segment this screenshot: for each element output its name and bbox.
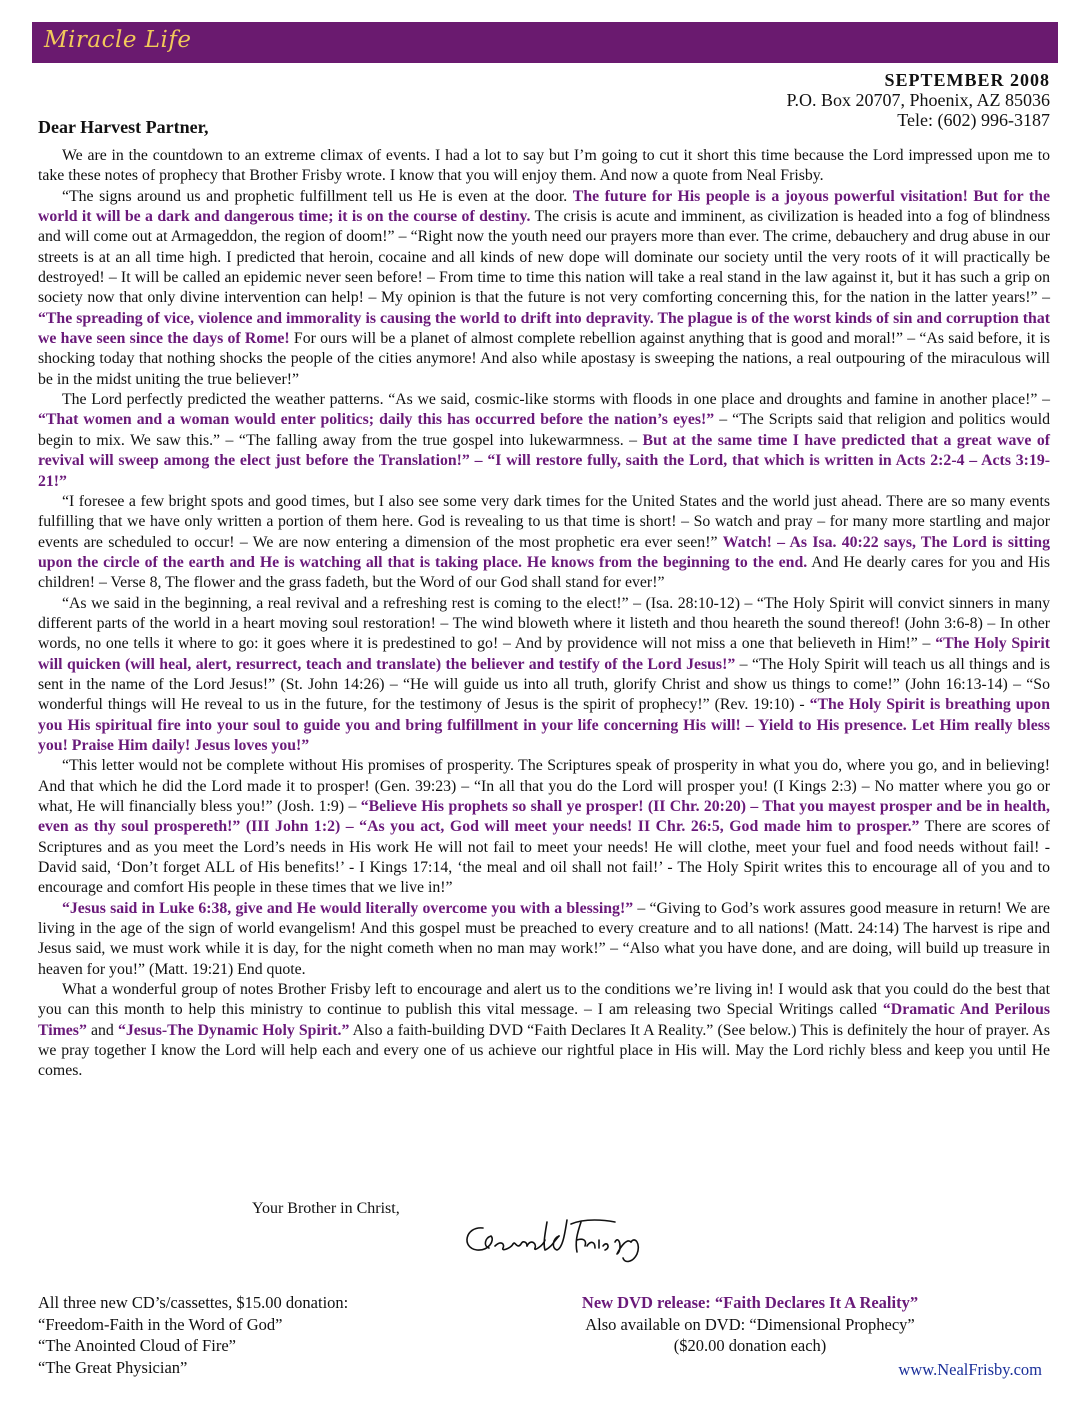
body-text-run: – “The Holy Spirit will teach us all things and is sent in the name of the Lord Jesus!” (St. John 14:26) – “He will guide us into all truth, glorify Christ and show us things to come!” (John 16:13-14) – “So wonderful things will He reveal to us in the future, for the testimony of Jesus is the spirit of prophecy!” (Rev. 19:10) - — [38, 655, 1051, 714]
closing-line: Your Brother in Christ, — [252, 1200, 400, 1217]
cd-title-2: “The Anointed Cloud of Fire” — [38, 1336, 236, 1355]
dvd-offer — [540, 1292, 960, 1357]
cd-offer-heading: All three new CD’s/cassettes, $15.00 donation: — [38, 1293, 349, 1312]
newsletter-banner — [32, 22, 1058, 63]
cd-title-3: “The Great Physician” — [38, 1357, 188, 1377]
body-paragraph — [38, 594, 1050, 757]
dvd-price: ($20.00 donation each) — [673, 1336, 827, 1355]
highlighted-text: “Believe His prophets so shall ye prosper! (II Chr. 20:20) – That you mayest prosper and be in health, even as thy soul prospereth!” (III John 1:2) – “As you act, God will meet your needs! II Chr. 26:5, God made him to prosper.” — [38, 798, 1050, 836]
website-link[interactable]: www.NealFrisby.com — [898, 1360, 1042, 1379]
body-text-run: We are in the countdown to an extreme climax of events. I had a lot to say but I’m going to cut it short this time because the Lord impressed upon me to take these notes of prophecy that Brother Frisby wrote. I know that you will enjoy them. And now a quote from Neal Frisby. — [38, 147, 1050, 185]
dvd-also-available: Also available on DVD: “Dimensional Prophecy” — [585, 1314, 915, 1334]
highlighted-text: Watch! – As Isa. 40:22 says, The Lord is sitting upon the circle of the earth and He is watching all that is taking place. He knows from the beginning to the end. — [38, 533, 1050, 571]
signature-graphic — [455, 1210, 675, 1270]
body-paragraph — [38, 146, 1050, 187]
letter-body — [38, 146, 1050, 1082]
highlighted-text: “The Holy Spirit will quicken (will heal, alert, resurrect, teach and translate) the believer and testify of the Lord Jesus!” — [38, 635, 1050, 673]
body-paragraph — [38, 187, 1050, 390]
mailing-address: P.O. Box 20707, Phoenix, AZ 85036 — [786, 90, 1050, 110]
cd-offer — [38, 1292, 348, 1378]
body-text-run: And He dearly cares for you and His children! – Verse 8, The flower and the grass fadeth, but the Word of our God shall stand for ever!” — [38, 553, 1050, 592]
body-text-run: “I foresee a few bright spots and good times, but I also see some very dark times for the United States and the world just ahead. There are so many events fulfilling that we have only written a portion of them here. God is revealing to us that time is short! – So watch and pray – for many more startling and major events are scheduled to occur! – We are now entering a dimension of the most prophetic era ever seen!” — [38, 492, 1050, 551]
letter-header-info — [786, 70, 1050, 130]
body-text-run: Also a faith-building DVD “Faith Declares It A Reality.” (See below.) This is definitely the hour of prayer. As we pray together I know the Lord will help each and every one of us achieve our rightful place in His will. May the Lord richly bless and keep you until He comes. — [38, 1021, 1050, 1080]
highlighted-text: “Dramatic And Perilous Times” — [38, 1001, 1050, 1039]
body-text-run: “As we said in the beginning, a real revival and a refreshing rest is coming to the elect!” – (Isa. 28:10-12) – “The Holy Spirit will convict sinners in many different parts of the world in a heart moving soul restoration! – The wind bloweth where it listeth and thou heareth the sound thereof! (John 3:6-8) – In other words, no one tells it where to go: it goes where it is predestined to go! – And by providence will not miss a one that believeth in Him!” – — [38, 594, 1050, 653]
body-text-run: “This letter would not be complete without His promises of prosperity. The Scriptures speak of prosperity in what you do, where you go, and in believing! And that which he did the Lord made it to prosper! (Gen. 39:23) – “In all that you do the Lord will prosper you! (I Kings 2:3) – No matter where you go or what, He will financially bless you!” (Josh. 1:9) – — [38, 757, 1050, 815]
dvd-release-title: New DVD release: “Faith Declares It A Reality” — [581, 1293, 919, 1312]
body-text-run: – “Giving to God’s work assures good measure in return! We are living in the age of the sign of world evangelism! And this gospel must be preached to every creature and to all nations! (Matt. 24:14) The harvest is ripe and Jesus said, we must work while it is day, for the night cometh when no man may work!” – “Also what you have done, and are doing, will build up treasure in heaven for you!” (Matt. 19:21) End quote. — [38, 899, 1050, 978]
highlighted-text: “Jesus said in Luke 6:38, give and He would literally overcome you with a blessing!” — [62, 899, 634, 917]
issue-date: SEPTEMBER 2008 — [884, 70, 1050, 90]
body-paragraph — [38, 492, 1050, 594]
highlighted-text: “The spreading of vice, violence and immorality is causing the world to drift into depravity. The plague is of the worst kinds of sin and corruption that we have seen since the days of Rome! — [38, 309, 1050, 348]
phone-number: Tele: (602) 996-3187 — [897, 110, 1050, 130]
body-text-run: What a wonderful group of notes Brother Frisby left to encourage and alert us to the conditions we’re living in! I would ask that you could do the best that you can this month to help this ministry to continue to publish this vital message. – I am releasing two Special Writings called — [38, 981, 1050, 1019]
newsletter-title: Miracle Life — [44, 27, 192, 53]
body-text-run: The crisis is acute and imminent, as civilization is headed into a fog of blindness and will come out at Armageddon, the region of doom!” – “Right now the youth need our prayers more than ever. The crime, debauchery and drug abuse in our streets is at an all time high. I predicted that heroin, cocaine and all kinds of new dope will dominate our society until the very roots of it will practically be destroyed! – It will be called an epidemic never seen before! – From time to time this nation will take a real stand in the law against it, but it has such a grip on society now that only divine intervention can help! – My opinion is that the future is not very comforting concerning this, for the nation in the latter years!” – — [38, 208, 1050, 307]
cd-title-1: “Freedom-Faith in the Word of God” — [38, 1314, 283, 1334]
body-paragraph — [38, 756, 1050, 898]
body-text-run: “The signs around us and prophetic fulfillment tell us He is even at the door. — [62, 187, 573, 205]
body-paragraph — [38, 899, 1050, 980]
highlighted-text: “The Holy Spirit is breathing upon you His spiritual fire into your soul to guide you and bring fulfillment in your life concerning His will! – Yield to His presence. Let Him really bless you! Praise Him daily! Jesus loves you!” — [38, 696, 1050, 754]
highlighted-text: “Jesus-The Dynamic Holy Spirit.” — [117, 1021, 350, 1039]
body-text-run: – “The Scripts said that religion and politics would begin to mix. We saw this.” – “The falling away from the true gospel into lukewarmness. – — [38, 411, 1050, 449]
body-text-run: For ours will be a planet of almost complete rebellion against anything that is good and moral!” – “As said before, it is shocking today that nothing shocks the people of the cities anymore! And also while apostasy is sweeping the nations, a real outpouring of the miraculous will be in the midst uniting the true believer!” — [38, 330, 1050, 388]
body-text-run: There are scores of Scriptures and as you meet the Lord’s needs in His work He will not fail to meet your needs! He will clothe, meet your fuel and food needs without fail! - David said, ‘Don’t forget ALL of His benefits!’ - I Kings 17:14, ‘the meal and oil shall not fail!’ - The Holy Spirit writes this to encourage all of you and to encourage and comfort His people in these times that we live in!” — [38, 818, 1050, 897]
highlighted-text: But at the same time I have predicted that a great wave of revival will sweep among the elect just before the Translation!” – “I will restore fully, saith the Lord, that which is written in Acts 2:2-4 – Acts 3:19-21!” — [38, 431, 1050, 490]
body-paragraph — [38, 390, 1050, 492]
body-text-run: The Lord perfectly predicted the weather patterns. “As we said, cosmic-like storms with floods in one place and droughts and famine in another place!” – — [62, 391, 1050, 409]
salutation: Dear Harvest Partner, — [38, 117, 209, 137]
body-text-run: and — [86, 1021, 118, 1039]
signature — [455, 1210, 675, 1270]
highlighted-text: “That women and a woman would enter politics; daily this has occurred before the nation’s eyes!” — [38, 411, 715, 429]
highlighted-text: The future for His people is a joyous powerful visitation! But for the world it will be a dark and dangerous time; it is on the course of destiny. — [38, 187, 1050, 226]
body-paragraph — [38, 980, 1050, 1082]
